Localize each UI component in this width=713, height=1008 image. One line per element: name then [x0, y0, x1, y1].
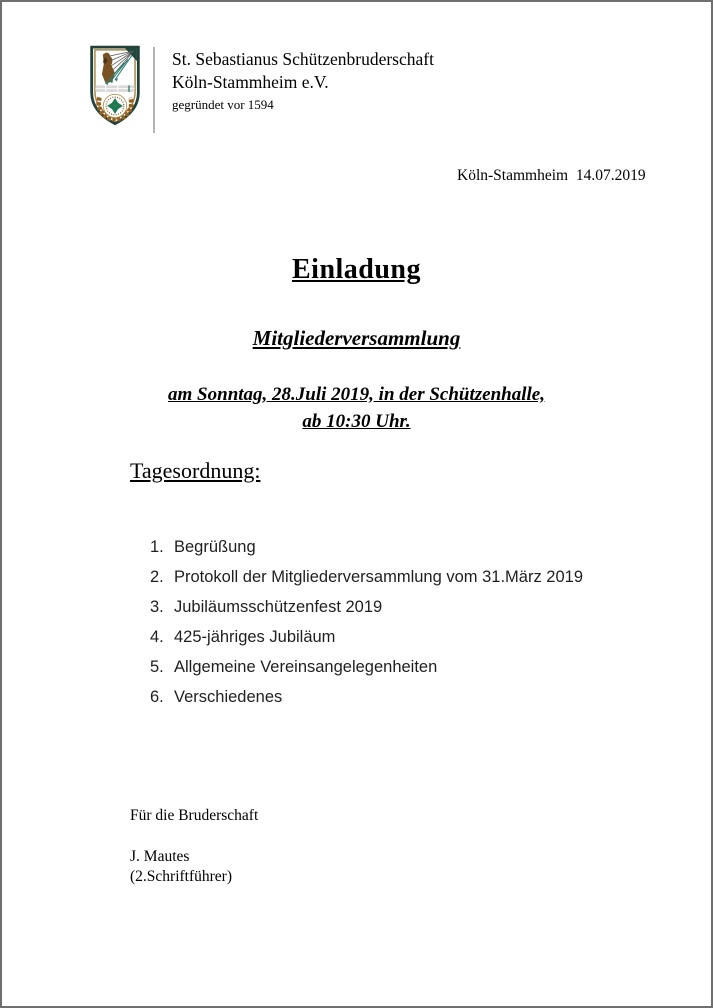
signature-block — [130, 847, 232, 887]
agenda-item-3 — [150, 598, 583, 616]
place-date-line: Köln-Stammheim 14.07.2019 — [457, 167, 646, 184]
agenda-item-number: 6. — [150, 688, 164, 706]
letterhead-text — [172, 44, 434, 113]
event-time-line: ab 10:30 Uhr. — [302, 411, 411, 432]
agenda-item-text: Begrüßung — [174, 538, 256, 556]
closing-line: Für die Bruderschaft — [130, 807, 259, 824]
agenda-item-text: 425-jähriges Jubiläum — [174, 628, 336, 646]
agenda-item-4 — [150, 628, 583, 646]
agenda-item-text: Protokoll der Mitgliederversammlung vom 31.März 2019 — [174, 568, 584, 586]
agenda-item-5 — [150, 658, 583, 676]
agenda-item-number: 2. — [150, 568, 164, 586]
agenda-item-2 — [150, 568, 583, 586]
event-date-line: am Sonntag, 28.Juli 2019, in der Schützenhalle, — [168, 384, 545, 405]
agenda-item-number: 3. — [150, 598, 164, 616]
org-founded: gegründet vor 1594 — [172, 97, 274, 112]
agenda-item-number: 1. — [150, 538, 164, 556]
agenda-list — [150, 538, 583, 718]
agenda-item-text: Jubiläumsschützenfest 2019 — [174, 598, 383, 616]
agenda-item-number: 4. — [150, 628, 164, 646]
signer-name: J. Mautes — [130, 848, 190, 865]
agenda-item-text: Verschiedenes — [174, 688, 283, 706]
document-title: Einladung — [291, 254, 422, 285]
agenda-item-1 — [150, 538, 583, 556]
signer-role: (2.Schriftführer) — [130, 868, 232, 885]
org-name-line2: Köln-Stammheim e.V. — [172, 72, 329, 92]
letterhead-divider — [153, 47, 155, 133]
org-name-line1: St. Sebastianus Schützenbruderschaft — [172, 49, 434, 69]
agenda-item-number: 5. — [150, 658, 164, 676]
agenda-item-text: Allgemeine Vereinsangelegenheiten — [174, 658, 438, 676]
event-details — [2, 381, 711, 435]
letterhead — [87, 44, 434, 138]
agenda-heading: Tagesordnung: — [130, 458, 261, 483]
club-crest-icon — [87, 44, 143, 138]
meeting-type-subtitle: Mitgliederversammlung — [252, 326, 461, 350]
agenda-item-6 — [150, 688, 583, 706]
